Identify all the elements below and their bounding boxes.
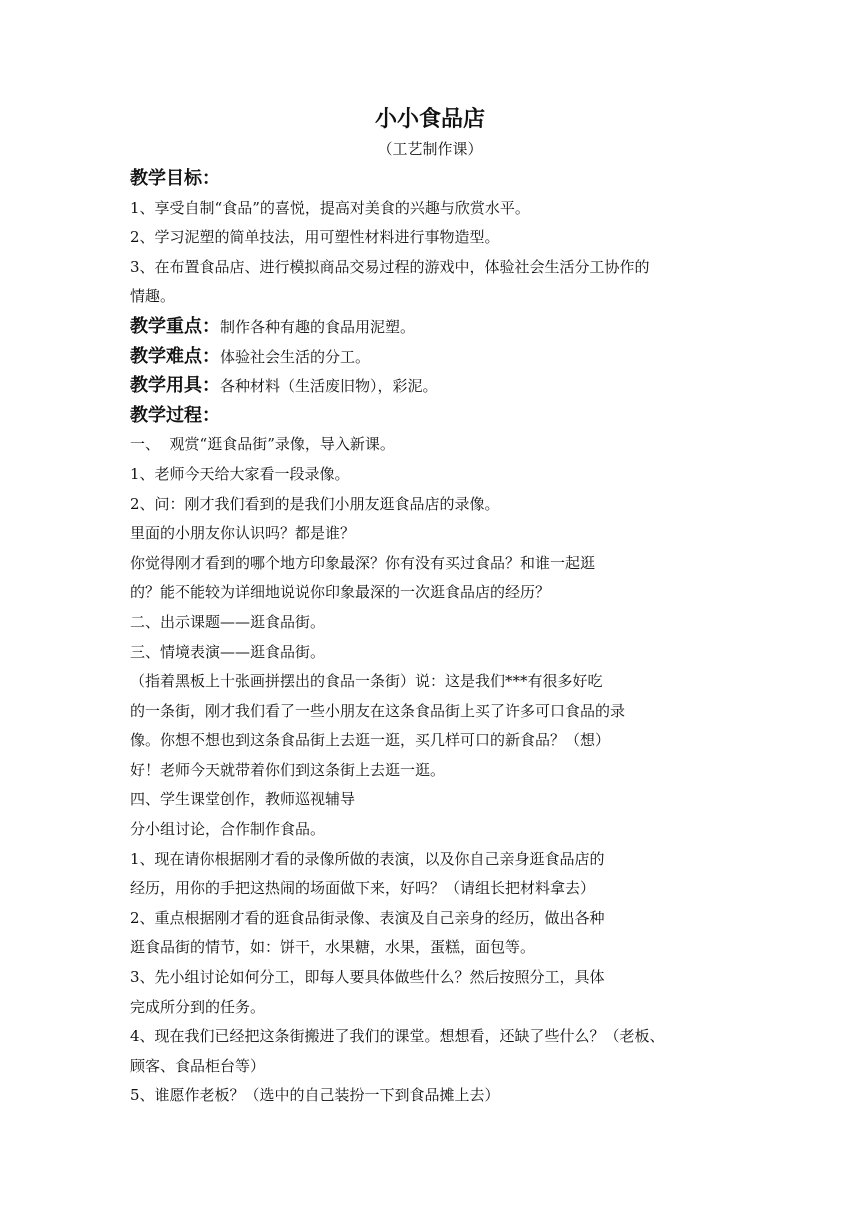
process-line: 5、谁愿作老板？（选中的自己装扮一下到食品摊上去）: [130, 1086, 500, 1105]
difficulty-text: 体验社会生活的分工。: [220, 347, 371, 366]
document-body: [130, 164, 740, 1111]
goal-line: 2、学习泥塑的简单技法，用可塑性材料进行事物造型。: [130, 228, 500, 247]
process-line: 2、问：刚才我们看到的是我们小朋友逛食品店的录像。: [130, 494, 500, 513]
process-line: 1、现在请你根据刚才看的录像所做的表演，以及你自己亲身逛食品店的: [130, 849, 605, 868]
tools-text: 各种材料（生活废旧物），彩泥。: [220, 377, 438, 396]
process-line: 分小组讨论，合作制作食品。: [130, 820, 326, 839]
process-line: 你觉得刚才看到的哪个地方印象最深？你有没有买过食品？和谁一起逛: [130, 553, 596, 572]
key-point-line: [130, 312, 740, 342]
key-point-text: 制作各种有趣的食品用泥塑。: [220, 317, 416, 336]
process-line: 像。你想不想也到这条食品街上去逛一逛，买几样可口的新食品？（想）: [130, 731, 611, 750]
goals-heading: 教学目标：: [130, 168, 220, 189]
process-line: 顾客、食品柜台等）: [130, 1056, 266, 1075]
process-heading: 教学过程：: [130, 404, 220, 426]
process-line: 1、老师今天给大家看一段录像。: [130, 464, 350, 483]
process-line: 完成所分到的任务。: [130, 997, 266, 1016]
key-point-label: 教学重点：: [130, 315, 220, 337]
process-line: 2、重点根据刚才看的逛食品街录像、表演及自己亲身的经历，做出各种: [130, 908, 605, 927]
process-line: 三、情境表演——逛食品街。: [130, 642, 326, 661]
document-subtitle: （工艺制作课）: [377, 140, 483, 158]
difficulty-label: 教学难点：: [130, 345, 220, 367]
process-line: 二、出示课题——逛食品街。: [130, 612, 326, 631]
process-line: 里面的小朋友你认识吗？都是谁？: [130, 524, 356, 543]
process-line: 好！老师今天就带着你们到这条街上去逛一逛。: [130, 760, 446, 779]
difficulty-line: [130, 342, 740, 372]
goal-line: 3、在布置食品店、进行模拟商品交易过程的游戏中，体验社会生活分工协作的: [130, 257, 650, 276]
process-line: （指着黑板上十张画拼摆出的食品一条街）说：这是我们***有很多好吃: [130, 672, 603, 691]
tools-line: [130, 371, 740, 401]
process-line: 3、先小组讨论如何分工，即每人要具体做些什么？然后按照分工，具体: [130, 968, 605, 987]
process-line: 一、 观赏“逛食品街”录像，导入新课。: [130, 435, 395, 454]
process-line: 4、现在我们已经把这条街搬进了我们的课堂。想想看，还缺了些什么？（老板、: [130, 1027, 665, 1046]
goal-line: 情趣。: [130, 287, 176, 306]
process-line: 四、学生课堂创作，教师巡视辅导: [130, 790, 356, 809]
document-title: 小小食品店: [374, 106, 485, 132]
process-line: 逛食品街的情节，如：饼干，水果糖，水果，蛋糕，面包等。: [130, 938, 536, 957]
process-line: 经历，用你的手把这热闹的场面做下来，好吗？（请组长把材料拿去）: [130, 879, 596, 898]
process-line: 的一条街，刚才我们看了一些小朋友在这条食品街上买了许多可口食品的录: [130, 701, 626, 720]
goal-line: 1、享受自制“食品”的喜悦，提高对美食的兴趣与欣赏水平。: [130, 198, 530, 217]
tools-label: 教学用具：: [130, 375, 220, 397]
process-line: 的？能不能较为详细地说说你印象最深的一次逛食品店的经历？: [130, 583, 551, 602]
